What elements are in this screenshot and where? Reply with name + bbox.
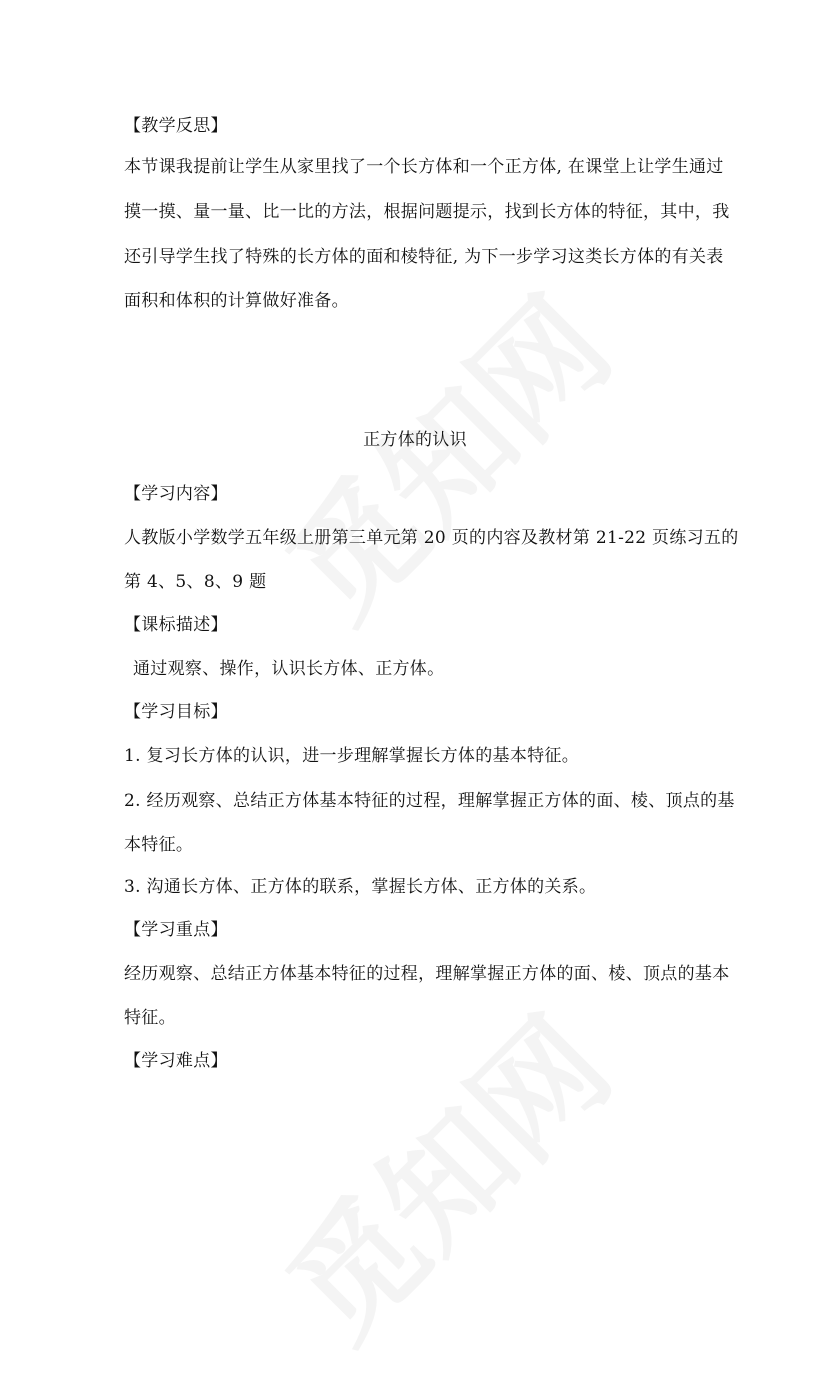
watermark — [241, 971, 643, 1373]
lesson-title: 正方体的认识 — [363, 430, 467, 450]
section-heading-content: 【学习内容】 — [124, 484, 228, 504]
paragraph-line: 本节课我提前让学生从家里找了一个长方体和一个正方体, 在课堂上让学生通过 — [124, 157, 724, 177]
goal-item: 3. 沟通长方体、正方体的联系，掌握长方体、正方体的关系。 — [124, 877, 597, 897]
paragraph-line: 摸一摸、量一量、比一比的方法，根据问题提示，找到长方体的特征，其中，我 — [124, 202, 730, 222]
goal-item: 2. 经历观察、总结正方体基本特征的过程，理解掌握正方体的面、棱、顶点的基 — [124, 791, 735, 811]
paragraph-line: 第 4、5、8、9 题 — [124, 572, 267, 592]
section-heading-difficulty: 【学习难点】 — [124, 1051, 228, 1071]
section-heading-goals: 【学习目标】 — [124, 702, 228, 722]
goal-item: 1. 复习长方体的认识，进一步理解掌握长方体的基本特征。 — [124, 746, 580, 766]
section-heading-reflection: 【教学反思】 — [124, 116, 228, 136]
paragraph-line: 人教版小学数学五年级上册第三单元第 20 页的内容及教材第 21-22 页练习五的 — [124, 528, 739, 548]
paragraph-line: 面积和体积的计算做好准备。 — [124, 291, 349, 311]
paragraph-line: 经历观察、总结正方体基本特征的过程，理解掌握正方体的面、棱、顶点的基本 — [124, 964, 730, 984]
paragraph-line: 特征。 — [124, 1008, 176, 1028]
paragraph-line: 通过观察、操作，认识长方体、正方体。 — [133, 659, 445, 679]
goal-item-continued: 本特征。 — [124, 835, 194, 855]
section-heading-standard: 【课标描述】 — [124, 615, 228, 635]
section-heading-key-points: 【学习重点】 — [124, 920, 228, 940]
paragraph-line: 还引导学生找了特殊的长方体的面和棱特征, 为下一步学习这类长方体的有关表 — [124, 247, 724, 267]
